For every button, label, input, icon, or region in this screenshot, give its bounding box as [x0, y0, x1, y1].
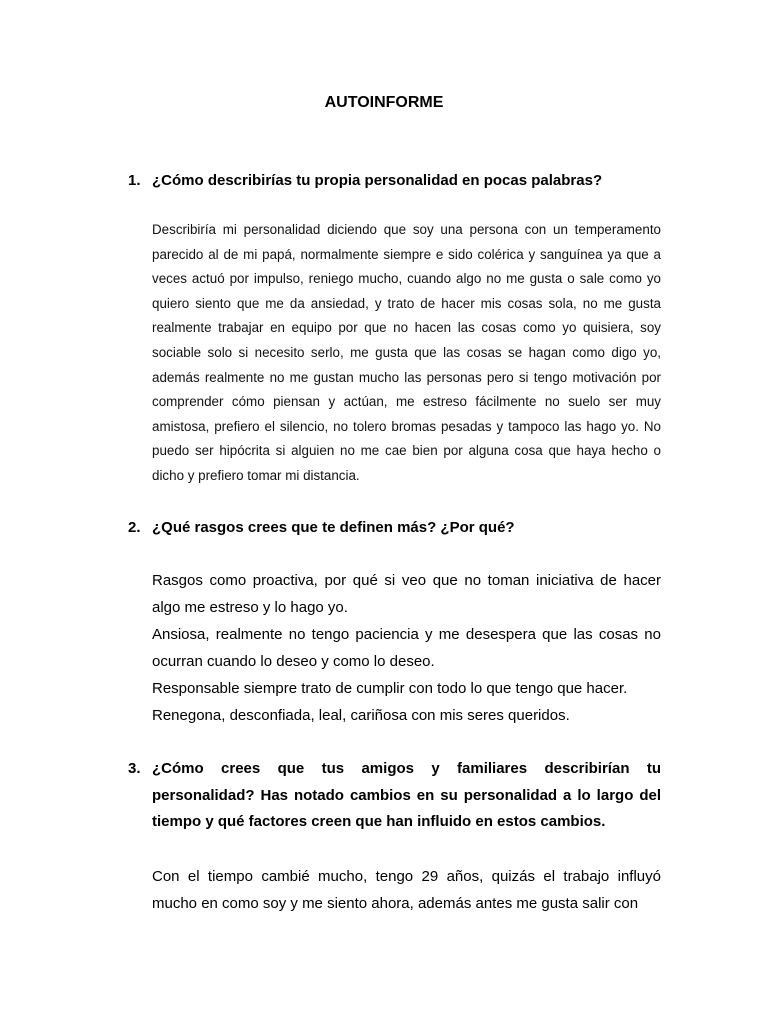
answer-2: [152, 567, 661, 729]
question-3: [128, 756, 661, 836]
answer-3: [152, 863, 661, 917]
question-number: 1.: [128, 172, 141, 189]
answer-paragraph: Rasgos como proactiva, por qué si veo que no toman iniciativa de hacer algo me estreso y lo hago yo.: [152, 572, 661, 616]
answer-1: [152, 218, 661, 489]
question-number: 2.: [128, 519, 141, 536]
answer-paragraph: Ansiosa, realmente no tengo paciencia y me desespera que las cosas no ocurran cuando lo deseo y como lo deseo.: [152, 626, 661, 670]
answer-paragraph: Responsable siempre trato de cumplir con todo lo que tengo que hacer.: [152, 680, 628, 697]
answer-paragraph: Con el tiempo cambié mucho, tengo 29 años, quizás el trabajo influyó mucho en como soy y me siento ahora, además antes me gusta salir con: [152, 868, 661, 912]
question-2: [128, 518, 661, 538]
question-1: [128, 171, 661, 191]
question-text: ¿Qué rasgos crees que te definen más? ¿Por qué?: [152, 519, 515, 536]
question-text: ¿Cómo crees que tus amigos y familiares describirían tu personalidad? Has notado cambios en su personalidad a lo largo del tiempo y qué factores creen que han influido en estos cambios.: [152, 760, 661, 830]
question-text: ¿Cómo describirías tu propia personalidad en pocas palabras?: [152, 172, 603, 189]
question-number: 3.: [128, 760, 141, 777]
answer-paragraph: Describiría mi personalidad diciendo que soy una persona con un temperamento parecido al de mi papá, normalmente siempre e sido colérica y sanguínea ya que a veces actuó por impulso, reniego mucho, cuando algo no me gusta o sale como yo quiero siento que me da ansiedad, y trato de hacer mis cosas sola, no me gusta realmente trabajar en equipo por que no hacen las cosas como yo quisiera, soy sociable solo si necesito serlo, me gusta que las cosas se hagan como digo yo, además realmente no me gustan mucho las personas pero si tengo motivación por comprender cómo piensan y actúan, me estreso fácilmente no suelo ser muy amistosa, prefiero el silencio, no tolero bromas pesadas y tampoco las hago yo. No puedo ser hipócrita si alguien no me cae bien por alguna cosa que haya hecho o dicho y prefiero tomar mi distancia.: [152, 222, 661, 483]
document-title: AUTOINFORME: [324, 94, 444, 111]
answer-paragraph: Renegona, desconfiada, leal, cariñosa con mis seres queridos.: [152, 707, 570, 724]
